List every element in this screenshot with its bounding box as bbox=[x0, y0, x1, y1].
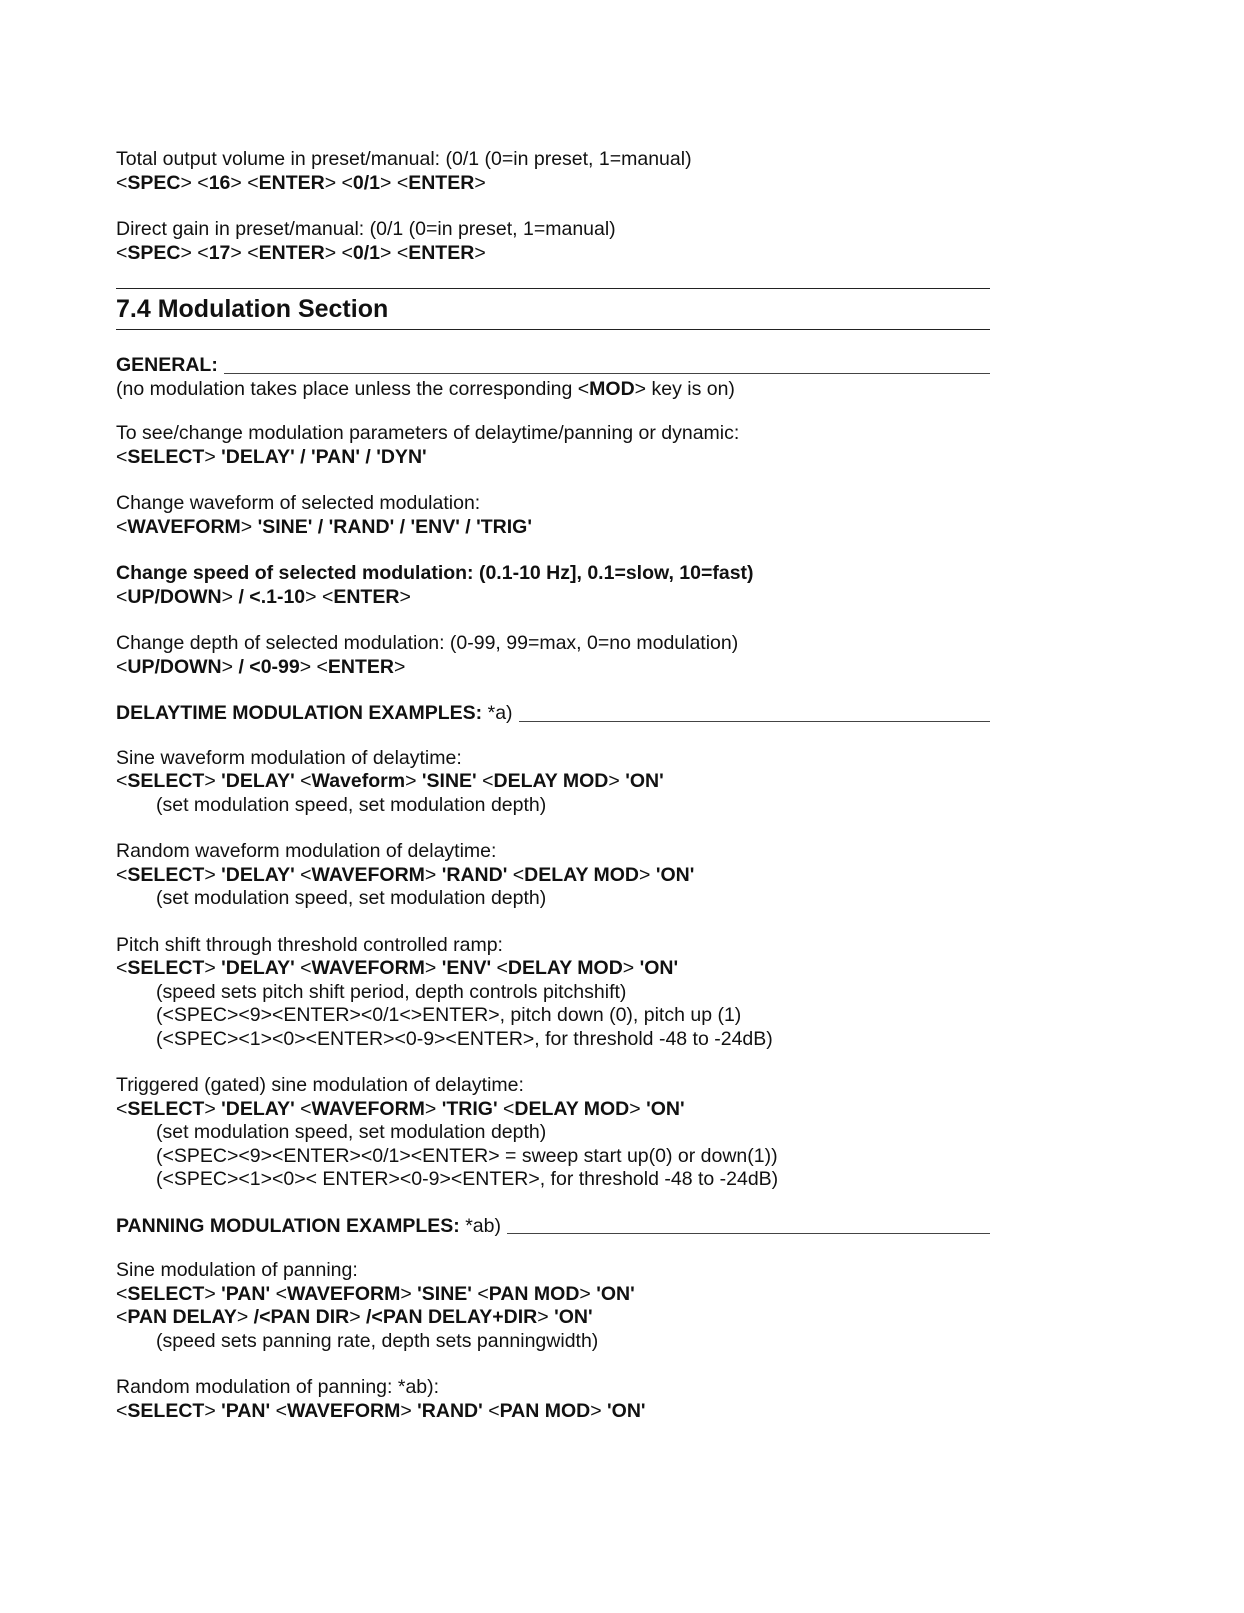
see-change-label: To see/change modulation parameters of delaytime/panning or dynamic: bbox=[116, 422, 740, 444]
delay-ex4-note1: (set modulation speed, set modulation depth) bbox=[156, 1121, 547, 1143]
total-volume-keys: <SPEC> <16> <ENTER> <0/1> <ENTER> bbox=[116, 171, 486, 194]
pan-ex1-note: (speed sets panning rate, depth sets panningwidth) bbox=[156, 1329, 599, 1352]
delay-ex4-note3: (<SPEC><1><0>< ENTER><0-9><ENTER>, for threshold -48 to -24dB) bbox=[156, 1168, 779, 1190]
section-bottom-rule bbox=[116, 329, 990, 330]
pan-ex2-keys: <SELECT> 'PAN' <WAVEFORM> 'RAND' <PAN MOD> 'ON' bbox=[116, 1399, 646, 1422]
pan-ex2-label: Random modulation of panning: *ab): bbox=[116, 1376, 440, 1398]
delay-ex2-label: Random waveform modulation of delaytime: bbox=[116, 840, 497, 862]
pan-heading: PANNING MODULATION EXAMPLES: *ab) bbox=[116, 1215, 990, 1239]
delay-heading: DELAYTIME MODULATION EXAMPLES: *a) bbox=[116, 702, 990, 726]
delay-example-1 bbox=[116, 747, 990, 818]
pan-ex1-keys2: <PAN DELAY> /<PAN DIR> /<PAN DELAY+DIR> 'ON' bbox=[116, 1306, 593, 1328]
direct-gain-block bbox=[116, 218, 990, 265]
delay-ex3-label: Pitch shift through threshold controlled ramp: bbox=[116, 933, 503, 956]
delay-ex1-note: (set modulation speed, set modulation depth) bbox=[156, 793, 547, 816]
speed-keys: <UP/DOWN> / <.1-10> <ENTER> bbox=[116, 585, 411, 608]
pan-example-2 bbox=[116, 1376, 990, 1423]
total-volume-label: Total output volume in preset/manual: (0/1 (0=in preset, 1=manual) bbox=[116, 148, 692, 170]
delay-ex3-note3: (<SPEC><1><0><ENTER><0-9><ENTER>, for threshold -48 to -24dB) bbox=[156, 1027, 773, 1050]
delay-ex4-note2: (<SPEC><9><ENTER><0/1><ENTER> = sweep start up(0) or down(1)) bbox=[156, 1144, 778, 1167]
delay-example-4 bbox=[116, 1074, 990, 1192]
direct-gain-keys: <SPEC> <17> <ENTER> <0/1> <ENTER> bbox=[116, 241, 486, 264]
delay-ex2-keys: <SELECT> 'DELAY' <WAVEFORM> 'RAND' <DELAY MOD> 'ON' bbox=[116, 863, 695, 886]
pan-example-1 bbox=[116, 1259, 990, 1353]
depth-block bbox=[116, 632, 990, 679]
total-volume-block bbox=[116, 148, 990, 195]
delay-ex3-note2: (<SPEC><9><ENTER><0/1<>ENTER>, pitch down (0), pitch up (1) bbox=[156, 1004, 742, 1026]
delay-example-3 bbox=[116, 934, 990, 1052]
delay-ex3-keys: <SELECT> 'DELAY' <WAVEFORM> 'ENV' <DELAY MOD> 'ON' bbox=[116, 957, 679, 979]
delay-ex1-keys: <SELECT> 'DELAY' <Waveform> 'SINE' <DELAY MOD> 'ON' bbox=[116, 770, 664, 792]
waveform-keys: <WAVEFORM> 'SINE' / 'RAND' / 'ENV' / 'TRIG' bbox=[116, 515, 532, 538]
delay-ex1-label: Sine waveform modulation of delaytime: bbox=[116, 746, 462, 769]
section-title: 7.4 Modulation Section bbox=[116, 295, 389, 323]
speed-block bbox=[116, 562, 990, 609]
see-change-keys: <SELECT> 'DELAY' / 'PAN' / 'DYN' bbox=[116, 445, 427, 468]
pan-ex1-keys: <SELECT> 'PAN' <WAVEFORM> 'SINE' <PAN MOD> 'ON' bbox=[116, 1282, 635, 1305]
delay-ex2-note: (set modulation speed, set modulation depth) bbox=[156, 887, 547, 909]
waveform-block bbox=[116, 492, 990, 539]
delay-example-2 bbox=[116, 840, 990, 911]
pan-ex1-label: Sine modulation of panning: bbox=[116, 1259, 358, 1281]
delay-ex3-note1: (speed sets pitch shift period, depth controls pitchshift) bbox=[156, 980, 627, 1003]
speed-label: Change speed of selected modulation: (0.1-10 Hz], 0.1=slow, 10=fast) bbox=[116, 562, 754, 584]
see-change-block bbox=[116, 422, 990, 469]
delay-ex4-keys: <SELECT> 'DELAY' <WAVEFORM> 'TRIG' <DELAY MOD> 'ON' bbox=[116, 1097, 685, 1120]
general-note: (no modulation takes place unless the corresponding <MOD> key is on) bbox=[116, 377, 735, 400]
depth-keys: <UP/DOWN> / <0-99> <ENTER> bbox=[116, 655, 406, 678]
direct-gain-label: Direct gain in preset/manual: (0/1 (0=in preset, 1=manual) bbox=[116, 218, 616, 240]
waveform-label: Change waveform of selected modulation: bbox=[116, 492, 481, 514]
depth-label: Change depth of selected modulation: (0-99, 99=max, 0=no modulation) bbox=[116, 632, 739, 654]
general-heading: GENERAL: bbox=[116, 354, 990, 378]
manual-page bbox=[116, 148, 990, 1446]
delay-ex4-label: Triggered (gated) sine modulation of delaytime: bbox=[116, 1074, 524, 1096]
